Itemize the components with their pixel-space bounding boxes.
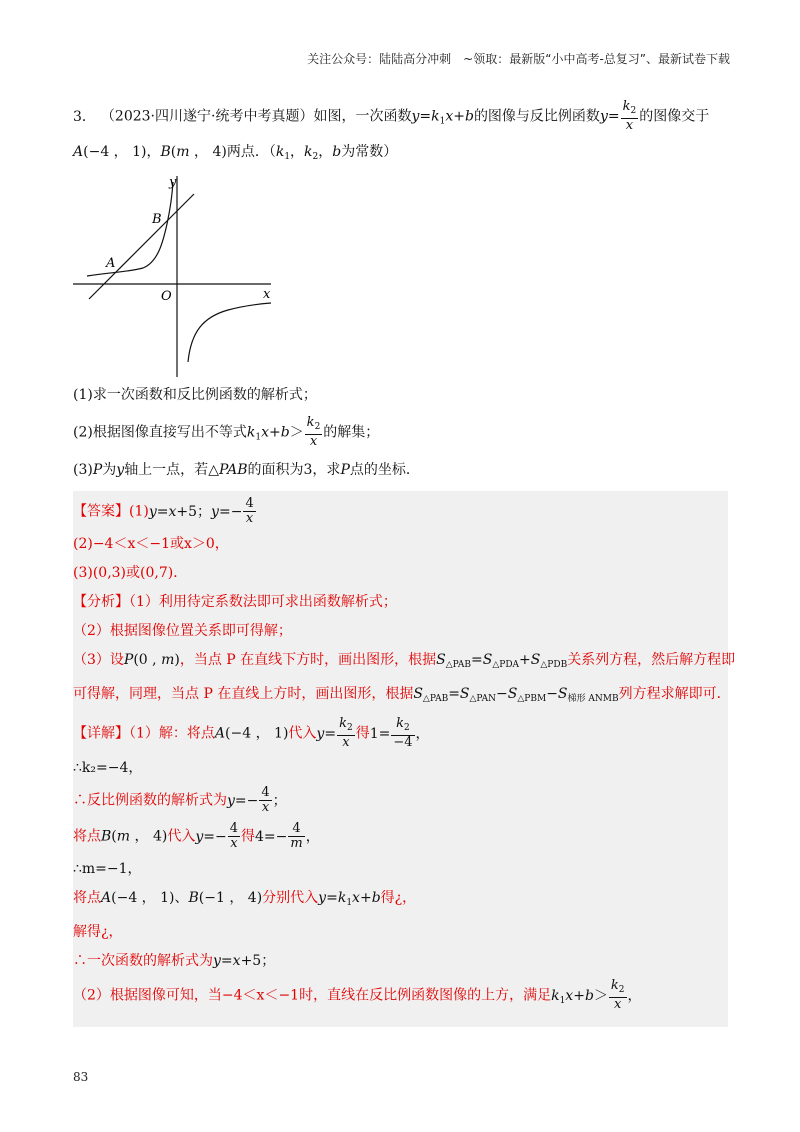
y-axis-label: y xyxy=(169,175,177,190)
detail-4: 将点B(m ， 4)代入y=− $\frac{4}{x}$ 得4=− $\frac{4}{m}$ ， xyxy=(73,821,320,851)
x-axis-label: x xyxy=(263,287,271,302)
linear-function-line xyxy=(89,194,194,299)
analysis-tag-line: 【分析】（1）利用待定系数法即可求出函数解析式； xyxy=(73,594,397,610)
answer-2: (2)−4＜x＜−1或x＞0， xyxy=(73,536,229,552)
graph-svg xyxy=(73,172,293,382)
detail-8: ∴一次函数的解析式为y=x+5； xyxy=(73,953,276,969)
point-b-label: B xyxy=(152,212,162,227)
analysis-2: （2）根据图像位置关系即可得解； xyxy=(73,623,292,639)
answer-1: 【答案】(1)y=x+5；y=− $\frac{4}{x}$ xyxy=(73,496,254,526)
sub-question-2: (2)根据图像直接写出不等式$k_1x+b>$ $\frac{k_2}{x}$ 的解集； xyxy=(73,415,380,449)
detail-3: ∴反比例函数的解析式为y=− $\frac{4}{x}$ ； xyxy=(73,785,287,815)
detail-5: ∴m=−1， xyxy=(73,861,142,877)
analysis-3a: （3）设P(0 , m)，当点 P 在直线下方时，画出图形，根据$S_{\triangle PAB}=S_{\triangle PDA}+S_{\triangle PDB}$关系列方程，然后解方程即 xyxy=(73,652,736,670)
sub-question-1: (1)求一次函数和反比例函数的解析式； xyxy=(73,387,317,403)
detail-7: 解得¿， xyxy=(73,924,123,940)
hyperbola-right-branch xyxy=(188,303,271,362)
point-a-label: A xyxy=(106,256,116,271)
function-graph xyxy=(73,172,728,382)
hyperbola-left-branch xyxy=(87,182,173,276)
analysis-3b: 可得解，同理，当点 P 在直线上方时，画出图形，根据$S_{\triangle PAB}=S_{\triangle PAN}-S_{\triangle PBM}-S_{梯形 ANMB}$列方程求解即可． xyxy=(73,686,731,704)
detail-6: 将点A(−4 ， 1)、B(−1 ， 4)分别代入$y=k_1x+b$得¿， xyxy=(73,890,417,908)
question-stem: 3． （2023·四川遂宁·统考中考真题）如图，一次函数$y=k_1x+b$的图像与反比例函数y= $\frac{k_2}{x}$ 的图像交于 xyxy=(73,99,710,133)
question-points: A(−4 ， 1)，B(m ， 4)两点．（$k_1$，$k_2$，b为常数） xyxy=(73,144,398,162)
origin-label: O xyxy=(161,289,172,304)
question-content xyxy=(73,99,736,1027)
answer-3: (3)(0,3)或(0,7)． xyxy=(73,565,188,581)
answer-section xyxy=(73,491,736,1027)
fraction-k2-x: $\frac{k_2}{x}$ xyxy=(622,99,637,133)
page-header: 关注公众号：陆陆高分冲刺 ~领取：最新版“小中高考-总复习”、最新试卷下载 xyxy=(307,52,730,66)
question-source: （2023·四川遂宁·统考中考真题） xyxy=(107,108,314,125)
detail-9: （2）根据图像可知，当−4＜x＜−1时，直线在反比例函数图像的上方，满足$k_1x+b>$ $\frac{k_2}{x}$ ， xyxy=(73,978,642,1012)
sub-question-3: (3)P为y轴上一点，若△PAB的面积为3，求P点的坐标． xyxy=(73,462,420,478)
question-number: 3． xyxy=(73,108,96,125)
detail-1: 【详解】（1）解：将点A(−4 ， 1)代入y= $\frac{k_2}{x}$ 得1= $\frac{k_2}{-4}$ ， xyxy=(73,716,430,750)
page-number: 83 xyxy=(73,1070,89,1084)
detail-2: ∴k₂=−4， xyxy=(73,760,143,776)
